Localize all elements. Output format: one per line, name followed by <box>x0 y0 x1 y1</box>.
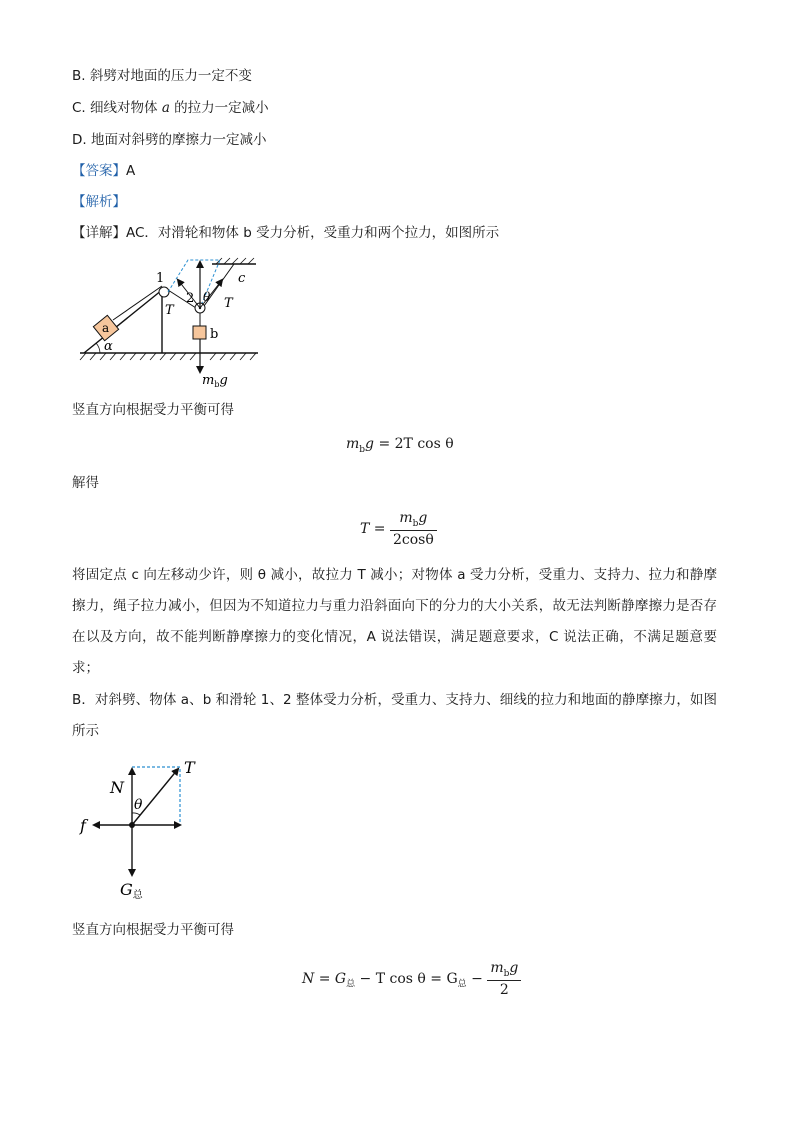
option-c-var: a <box>161 100 170 116</box>
analysis-line <box>72 192 126 212</box>
ground-hatch <box>80 353 256 360</box>
label-normal: N <box>110 778 124 797</box>
text-vertical-2: 竖直方向根据受力平衡可得 <box>72 922 234 938</box>
label-point-c: c <box>238 271 246 286</box>
label-weight: $m_bg$ <box>202 373 228 389</box>
text-solve: 解得 <box>72 475 99 491</box>
diagram-whole-system-forces <box>74 755 214 905</box>
label-angle: θ <box>134 797 143 813</box>
detail-text: AC．对滑轮和物体 b 受力分析，受重力和两个拉力，如图所示 <box>126 225 500 241</box>
detail-line <box>72 223 499 243</box>
angle-alpha-arc <box>96 343 100 353</box>
label-pulley-1: 1 <box>156 271 165 286</box>
ceiling-hatch <box>216 258 254 264</box>
option-c <box>72 98 269 118</box>
answer-line <box>72 161 135 181</box>
equation-1: $m_bg = 2T$ cos θ <box>346 436 454 455</box>
analysis-tag: 【解析】 <box>72 194 126 210</box>
label-friction: f <box>80 816 86 835</box>
answer-value: A <box>126 163 136 179</box>
option-c-pre: C. 细线对物体 <box>72 100 162 116</box>
option-d: D. 地面对斜劈的摩擦力一定减小 <box>72 132 267 148</box>
label-tension-right: T <box>224 296 233 311</box>
option-c-post: 的拉力一定减小 <box>169 100 269 116</box>
paragraph-1: 将固定点 c 向左移动少许，则 θ 减小，故拉力 T 减小；对物体 a 受力分析，受重力、支持力、拉力和静摩擦力，绳子拉力减小，但因为不知道拉力与重力沿斜面向下的分力的大小关系，故无法判断静摩擦力是否存在以及方向，故不能判断静摩擦力的变化情况，A 说法错误，满足题意要求，C 说法正确，不满足题意要求； <box>72 567 717 676</box>
paragraph-2: B．对斜劈、物体 a、b 和滑轮 1、2 整体受力分析，受重力、支持力、细线的拉力和地面的静摩擦力，如图所示 <box>72 692 717 739</box>
incline-surface <box>84 290 162 353</box>
option-b: B. 斜劈对地面的压力一定不变 <box>72 68 252 84</box>
label-tension: T <box>184 758 195 777</box>
angle-theta-arc <box>132 813 140 815</box>
label-alpha: α <box>104 339 113 354</box>
label-block-a: a <box>102 321 110 335</box>
answer-tag: 【答案】 <box>72 163 126 179</box>
rope-a-pulley1 <box>113 286 162 320</box>
center-point <box>129 822 135 828</box>
block-b <box>193 326 206 339</box>
detail-tag: 【详解】 <box>72 225 126 241</box>
pulley-1 <box>159 287 169 297</box>
diagram-pulley-forces <box>76 250 266 390</box>
text-vertical-1: 竖直方向根据受力平衡可得 <box>72 402 234 418</box>
label-block-b: b <box>210 327 219 342</box>
equation-3: $N = G_总 - T$ $\cos \theta = G_总$ − $\frac{m_bg}{2}$ <box>302 960 521 998</box>
label-gravity: G总 <box>120 880 143 901</box>
label-tension-left: T <box>165 303 174 318</box>
equation-2: T = $\frac{m_bg}{2\cos\theta}$ <box>360 510 437 548</box>
label-pulley-2: 2 <box>186 291 195 306</box>
label-theta: θ <box>203 290 211 304</box>
